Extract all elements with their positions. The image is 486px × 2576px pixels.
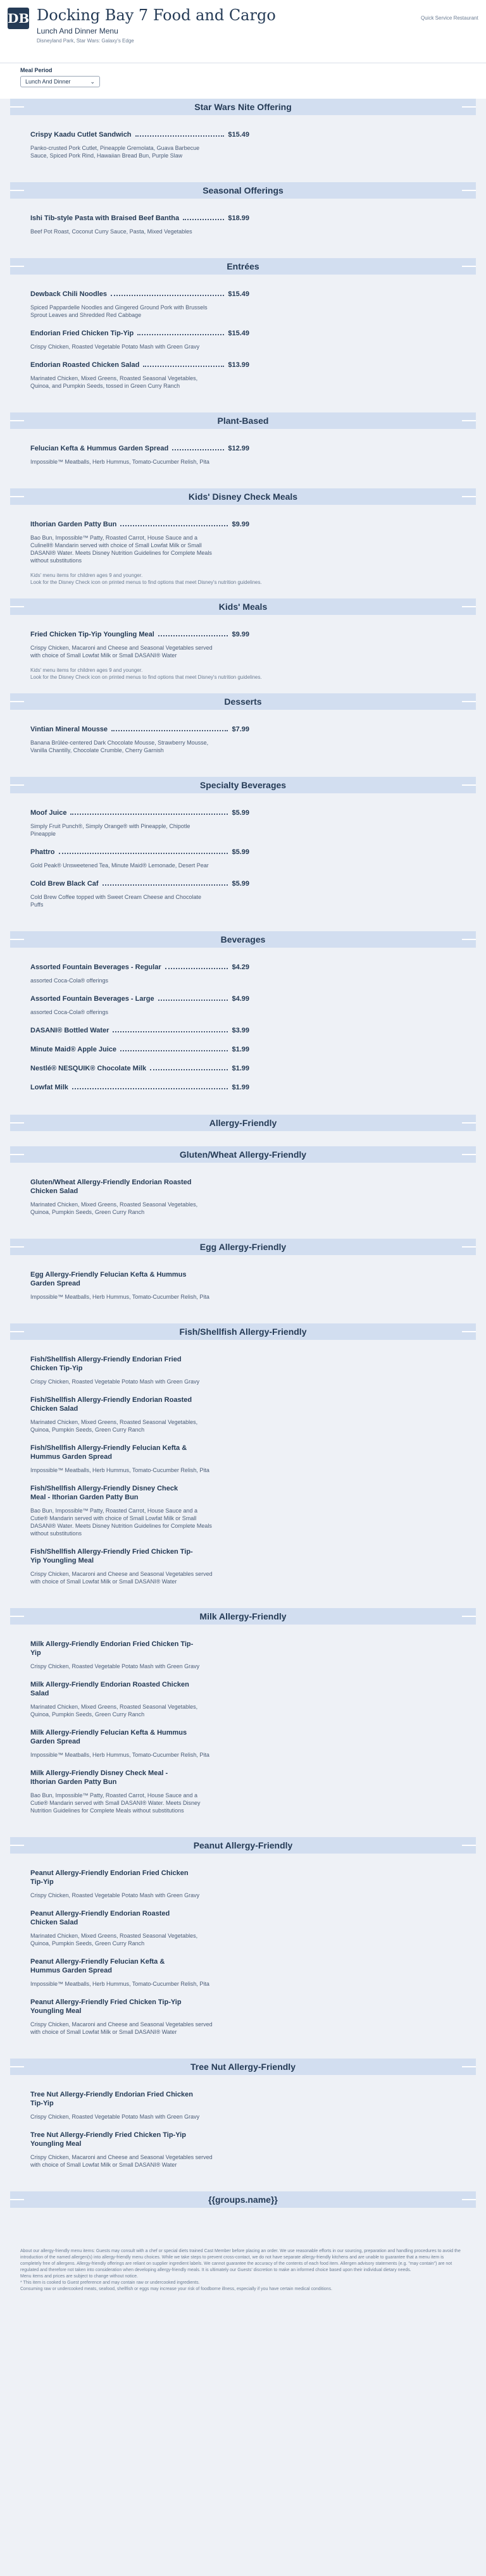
item-name: Minute Maid® Apple Juice	[30, 1046, 117, 1053]
item-description: Crispy Chicken, Macaroni and Cheese and Seasonal Vegetables served with choice of Small Lowfat Milk or Small DASANI® Water	[30, 1571, 213, 1585]
item-name: Endorian Fried Chicken Tip-Yip	[30, 330, 134, 337]
item-price: $15.49	[228, 131, 249, 139]
menu-item	[30, 1957, 258, 1988]
leader-dots	[183, 214, 224, 220]
menu-section	[0, 693, 486, 764]
menu-item	[30, 630, 258, 659]
menu-item	[30, 1728, 258, 1759]
section-title: Gluten/Wheat Allergy-Friendly	[10, 1146, 476, 1163]
menu-item	[30, 1680, 258, 1718]
item-header	[30, 1484, 249, 1502]
menu-item	[30, 1064, 258, 1073]
item-header	[30, 1045, 249, 1054]
menu-item	[30, 2131, 258, 2169]
item-name: Fish/Shellfish Allergy-Friendly Endorian Roasted Chicken Salad	[30, 1396, 192, 1413]
menu-item	[30, 1909, 258, 1947]
leader-dots	[120, 520, 228, 526]
item-header	[30, 1728, 249, 1746]
item-header	[30, 1909, 249, 1927]
item-description: Banana Brûlée-centered Dark Chocolate Mousse, Strawberry Mousse, Vanilla Chantilly, Chocolate Crumble, Cherry Garnish	[30, 740, 209, 753]
item-header	[30, 848, 249, 857]
menu-item	[30, 1869, 258, 1899]
item-description: Marinated Chicken, Mixed Greens, Roasted Seasonal Vegetables, Quinoa, Pumpkin Seeds, Green Curry Ranch	[30, 1933, 198, 1947]
item-name: Milk Allergy-Friendly Felucian Kefta & Hummus Garden Spread	[30, 1729, 187, 1745]
item-description: Impossible™ Meatballs, Herb Hummus, Tomato-Cucumber Relish, Pita	[30, 1981, 209, 1987]
menu-item	[30, 1355, 258, 1385]
leader-dots	[150, 1064, 228, 1070]
menu-item	[30, 725, 258, 754]
menu-item	[30, 520, 258, 564]
menu-section	[0, 1608, 486, 1824]
item-header	[30, 329, 249, 338]
menu-item	[30, 130, 258, 159]
section-items	[0, 1163, 486, 1226]
section-items	[0, 1255, 486, 1311]
item-name: Peanut Allergy-Friendly Fried Chicken Tip-Yip Youngling Meal	[30, 1998, 182, 2015]
menu-item	[30, 329, 258, 350]
menu-item	[30, 1083, 258, 1092]
menu-item	[30, 1484, 258, 1537]
item-description: assorted Coca-Cola® offerings	[30, 1009, 109, 1015]
item-price: $9.99	[232, 631, 249, 638]
menu-section	[0, 777, 486, 919]
section-items	[0, 615, 486, 669]
item-name: Ithorian Garden Patty Bun	[30, 521, 117, 528]
item-name: Milk Allergy-Friendly Endorian Fried Chicken Tip-Yip	[30, 1640, 194, 1657]
item-name: Gluten/Wheat Allergy-Friendly Endorian Roasted Chicken Salad	[30, 1179, 192, 1195]
item-header	[30, 1355, 249, 1373]
item-name: Phattro	[30, 848, 55, 856]
section-items	[0, 115, 486, 170]
item-name: Lowfat Milk	[30, 1084, 68, 1091]
item-header	[30, 214, 249, 223]
item-name: Milk Allergy-Friendly Disney Check Meal - Ithorian Garden Patty Bun	[30, 1769, 168, 1786]
menu-item	[30, 1270, 258, 1301]
menu-item	[30, 290, 258, 319]
item-description: Impossible™ Meatballs, Herb Hummus, Tomato-Cucumber Relish, Pita	[30, 459, 209, 465]
item-header	[30, 808, 249, 817]
item-price: $4.29	[232, 963, 249, 971]
item-description: Marinated Chicken, Mixed Greens, Roasted Seasonal Vegetables, Quinoa, Pumpkin Seeds, Green Curry Ranch	[30, 1201, 198, 1215]
item-header	[30, 1957, 249, 1975]
menu-section	[0, 99, 486, 170]
leader-dots	[111, 725, 228, 731]
menu-section	[0, 598, 486, 681]
section-items	[0, 710, 486, 764]
section-title: Peanut Allergy-Friendly	[10, 1837, 476, 1854]
item-price: $15.49	[228, 330, 249, 337]
menu-item	[30, 879, 258, 908]
section-title: Fish/Shellfish Allergy-Friendly	[10, 1323, 476, 1340]
item-name: Dewback Chili Noodles	[30, 290, 108, 298]
item-header	[30, 2090, 249, 2108]
item-name: Endorian Roasted Chicken Salad	[30, 361, 140, 369]
section-title: Plant-Based	[10, 412, 476, 429]
leader-dots	[165, 963, 228, 969]
menu-item	[30, 1178, 258, 1216]
menu-section	[0, 2059, 486, 2179]
menu-item	[30, 848, 258, 869]
item-header	[30, 1178, 249, 1196]
item-description: Crispy Chicken, Roasted Vegetable Potato Mash with Green Gravy	[30, 1378, 200, 1385]
item-description: Crispy Chicken, Macaroni and Cheese and Seasonal Vegetables served with choice of Small Lowfat Milk or Small DASANI® Water	[30, 2154, 213, 2168]
item-description: Simply Fruit Punch®, Simply Orange® with Pineapple, Chipotle Pineapple	[30, 823, 190, 837]
item-name: Moof Juice	[30, 809, 67, 817]
menu-section	[0, 182, 486, 245]
section-items	[0, 793, 486, 919]
item-description: Impossible™ Meatballs, Herb Hummus, Tomato-Cucumber Relish, Pita	[30, 1467, 209, 1473]
item-description: Crispy Chicken, Macaroni and Cheese and Seasonal Vegetables served with choice of Small Lowfat Milk or Small DASANI® Water	[30, 645, 213, 659]
menu-item	[30, 1547, 258, 1585]
section-title: Egg Allergy-Friendly	[10, 1239, 476, 1255]
item-price: $3.99	[232, 1027, 249, 1034]
leader-dots	[120, 1045, 228, 1051]
section-title: Kids' Disney Check Meals	[10, 488, 476, 505]
section-items	[0, 1625, 486, 1824]
item-price: $4.99	[232, 995, 249, 1003]
item-name: Peanut Allergy-Friendly Endorian Fried Chicken Tip-Yip	[30, 1869, 189, 1886]
section-items	[0, 429, 486, 476]
leader-dots	[113, 1026, 228, 1032]
item-description: Beef Pot Roast, Coconut Curry Sauce, Pasta, Mixed Vegetables	[30, 228, 192, 235]
item-description: Spiced Pappardelle Noodles and Gingered Ground Pork with Brussels Sprout Leaves and Shredded Red Cabbage	[30, 304, 208, 318]
item-header	[30, 520, 249, 529]
item-price: $1.99	[232, 1065, 249, 1072]
item-price: $12.99	[228, 445, 249, 452]
item-name: Tree Nut Allergy-Friendly Fried Chicken Tip-Yip Youngling Meal	[30, 2131, 186, 2148]
item-header	[30, 630, 249, 639]
item-header	[30, 1547, 249, 1565]
section-title: Desserts	[10, 693, 476, 710]
section-items	[0, 948, 486, 1102]
section-items	[0, 1854, 486, 2046]
menu-item	[30, 1769, 258, 1814]
item-name: Peanut Allergy-Friendly Endorian Roasted Chicken Salad	[30, 1910, 170, 1926]
location-text: Disneyland Park, Star Wars: Galaxy's Edge	[37, 38, 134, 44]
item-price: $5.99	[232, 880, 249, 888]
menu-section	[0, 488, 486, 586]
item-price: $7.99	[232, 726, 249, 733]
item-header	[30, 1026, 249, 1035]
item-name: Tree Nut Allergy-Friendly Endorian Fried Chicken Tip-Yip	[30, 2091, 193, 2107]
disclaimer-text: About our allergy-friendly menu items: Guests may consult with a chef or special diets trained Cast Member before placing an order. We use reasonable efforts in our sourcing, preparation and handling procedures to avoid the introduction of the named allergen(s) into allergy-friendly menu choices. While we take steps to prevent cross-contact, we do not have separate allergy-friendly kitchens and are unable to guarantee that a menu item is completely free of allergens. Allergy-friendly offerings are reliant on supplier ingredient labels. We cannot guarantee the accuracy of the contents of each food item. Allergen advisory statements (e.g. "may contain") are not regulated and therefore not taken into consideration when developing allergy-friendly meals. It is ultimately our Guests' discretion to make an informed choice based upon their individual dietary needs. Menu items and prices are subject to change without notice. * This item is cooked to Guest preference and may contain raw or undercooked ingredients. Consuming raw or undercooked meats, seafood, shellfish or eggs may increase your risk of foodborne illness, especially if you have certain medical conditions.	[20, 2249, 461, 2291]
section-title: {{groups.name}}	[10, 2191, 476, 2208]
section-items	[0, 275, 486, 400]
item-name: Ishi Tib-style Pasta with Braised Beef Bantha	[30, 214, 180, 222]
menu-item	[30, 1998, 258, 2036]
item-header	[30, 994, 249, 1003]
menu-section	[0, 931, 486, 1102]
item-description: Marinated Chicken, Mixed Greens, Roasted Seasonal Vegetables, Quinoa, Pumpkin Seeds, Green Curry Ranch	[30, 1419, 198, 1433]
section-note: Kids' menu items for children ages 9 and younger. Look for the Disney Check icon on printed menus to find options that meet Disney's nutrition guidelines.	[30, 667, 262, 680]
item-name: Egg Allergy-Friendly Felucian Kefta & Hummus Garden Spread	[30, 1271, 187, 1287]
item-description: assorted Coca-Cola® offerings	[30, 977, 109, 984]
item-header	[30, 2131, 249, 2148]
leader-dots	[172, 444, 224, 450]
item-header	[30, 1444, 249, 1461]
section-title: Specialty Beverages	[10, 777, 476, 793]
item-name: Fish/Shellfish Allergy-Friendly Endorian Fried Chicken Tip-Yip	[30, 1356, 182, 1372]
item-description: Crispy Chicken, Roasted Vegetable Potato Mash with Green Gravy	[30, 2114, 200, 2120]
item-name: Fish/Shellfish Allergy-Friendly Felucian Kefta & Hummus Garden Spread	[30, 1444, 187, 1461]
leader-dots	[103, 879, 228, 886]
item-header	[30, 963, 249, 972]
item-description: Bao Bun, Impossible™ Patty, Roasted Carrot, House Sauce and a Culinell® Mandarin served with choice of Small Lowfat Milk or Small DASANI® Water. Meets Disney Nutrition Guidelines for Complete Meals without substitutions	[30, 535, 212, 564]
leader-dots	[143, 361, 224, 367]
item-description: Cold Brew Coffee topped with Sweet Cream Cheese and Chocolate Puffs	[30, 894, 201, 908]
chevron-down-icon: ⌄	[90, 78, 95, 85]
item-description: Crispy Chicken, Macaroni and Cheese and Seasonal Vegetables served with choice of Small Lowfat Milk or Small DASANI® Water	[30, 2021, 213, 2035]
item-description: Panko-crusted Pork Cutlet, Pineapple Gremolata, Guava Barbecue Sauce, Spiced Pork Rind, Hawaiian Bread Bun, Purple Slaw	[30, 145, 200, 159]
menu-sections	[0, 99, 486, 2248]
section-items	[0, 1340, 486, 1595]
item-name: Nestlé® NESQUIK® Chocolate Milk	[30, 1065, 147, 1072]
menu-section	[0, 412, 486, 476]
section-title: Allergy-Friendly	[10, 1115, 476, 1131]
item-name: Assorted Fountain Beverages - Regular	[30, 963, 161, 971]
menu-section	[0, 1239, 486, 1311]
section-items	[0, 199, 486, 245]
item-price: $18.99	[228, 214, 249, 222]
meal-period-select[interactable]	[20, 76, 100, 87]
menu-item	[30, 214, 258, 235]
meal-period-label: Meal Period	[20, 67, 53, 73]
item-price: $15.49	[228, 290, 249, 298]
menu-item	[30, 1640, 258, 1670]
item-description: Gold Peak® Unsweetened Tea, Minute Maid® Lemonade, Desert Pear	[30, 862, 209, 869]
menu-section	[0, 1837, 486, 2046]
item-description: Marinated Chicken, Mixed Greens, Roasted Seasonal Vegetables, Quinoa, Pumpkin Seeds, Green Curry Ranch	[30, 1704, 198, 1718]
leader-dots	[135, 130, 225, 137]
menu-section	[0, 2191, 486, 2208]
menu-item	[30, 361, 258, 390]
meal-period-bar	[0, 63, 486, 99]
item-description: Bao Bun, Impossible™ Patty, Roasted Carrot, House Sauce and a Cutie® Mandarin served with choice of Small Lowfat Milk or Small DASANI® Water. Meets Disney Nutrition Guidelines for Complete Meals without substitutions	[30, 1508, 212, 1537]
item-price: $5.99	[232, 848, 249, 856]
section-title: Tree Nut Allergy-Friendly	[10, 2059, 476, 2075]
section-title: Entrées	[10, 258, 476, 275]
item-name: DASANI® Bottled Water	[30, 1027, 109, 1034]
item-name: Fried Chicken Tip-Yip Youngling Meal	[30, 631, 154, 638]
section-items	[0, 2075, 486, 2179]
item-description: Impossible™ Meatballs, Herb Hummus, Tomato-Cucumber Relish, Pita	[30, 1752, 209, 1758]
menu-item	[30, 808, 258, 838]
item-description: Bao Bun, Impossible™ Patty, Roasted Carrot, House Sauce and a Cutie® Mandarin served with Small DASANI® Water. Meets Disney Nutrition Guidelines for Complete Meals without substitutions	[30, 1792, 201, 1814]
item-header	[30, 1640, 249, 1657]
menu-section	[0, 1115, 486, 1131]
leader-dots	[70, 808, 228, 815]
section-items	[0, 505, 486, 574]
section-title: Seasonal Offerings	[10, 182, 476, 199]
item-description: Crispy Chicken, Roasted Vegetable Potato Mash with Green Gravy	[30, 344, 200, 350]
item-header	[30, 361, 249, 369]
meal-period-value: Lunch And Dinner	[25, 78, 71, 85]
restaurant-logo-icon: DB	[8, 8, 29, 29]
item-header	[30, 290, 249, 299]
menu-item	[30, 1026, 258, 1035]
leader-dots	[111, 290, 224, 296]
item-name: Milk Allergy-Friendly Endorian Roasted Chicken Salad	[30, 1681, 189, 1697]
menu-item	[30, 1444, 258, 1474]
item-header	[30, 1869, 249, 1886]
item-name: Vintian Mineral Mousse	[30, 726, 108, 733]
section-title: Milk Allergy-Friendly	[10, 1608, 476, 1625]
menu-item	[30, 2090, 258, 2121]
leader-dots	[158, 630, 228, 636]
item-description: Crispy Chicken, Roasted Vegetable Potato Mash with Green Gravy	[30, 1892, 200, 1898]
allergy-disclaimer	[0, 2248, 486, 2305]
menu-section	[0, 1146, 486, 1226]
page-title: Docking Bay 7 Food and Cargo	[37, 6, 276, 24]
item-description: Impossible™ Meatballs, Herb Hummus, Tomato-Cucumber Relish, Pita	[30, 1294, 209, 1300]
item-name: Felucian Kefta & Hummus Garden Spread	[30, 445, 169, 452]
leader-dots	[158, 994, 228, 1001]
leader-dots	[137, 329, 224, 335]
leader-dots	[72, 1083, 228, 1089]
item-price: $1.99	[232, 1084, 249, 1091]
menu-section	[0, 258, 486, 400]
menu-item	[30, 1396, 258, 1434]
menu-item	[30, 994, 258, 1016]
section-title: Beverages	[10, 931, 476, 948]
item-name: Crispy Kaadu Cutlet Sandwich	[30, 131, 132, 139]
item-name: Peanut Allergy-Friendly Felucian Kefta & Hummus Garden Spread	[30, 1958, 165, 1974]
header	[0, 0, 486, 63]
menu-item	[30, 1045, 258, 1054]
item-header	[30, 1680, 249, 1698]
section-title: Star Wars Nite Offering	[10, 99, 476, 115]
menu-item	[30, 444, 258, 466]
item-price: $9.99	[232, 521, 249, 528]
item-description: Crispy Chicken, Roasted Vegetable Potato Mash with Green Gravy	[30, 1663, 200, 1669]
item-header	[30, 1083, 249, 1092]
item-name: Fish/Shellfish Allergy-Friendly Disney Check Meal - Ithorian Garden Patty Bun	[30, 1485, 178, 1501]
item-price: $5.99	[232, 809, 249, 817]
item-price: $1.99	[232, 1046, 249, 1053]
item-header	[30, 1270, 249, 1288]
item-name: Fish/Shellfish Allergy-Friendly Fried Chicken Tip-Yip Youngling Meal	[30, 1548, 193, 1564]
leader-dots	[59, 848, 228, 854]
section-note: Kids' menu items for children ages 9 and younger. Look for the Disney Check icon on printed menus to find options that meet Disney's nutrition guidelines.	[30, 573, 262, 585]
item-header	[30, 130, 249, 139]
service-type: Quick Service Restaurant	[421, 15, 478, 21]
item-header	[30, 1998, 249, 2016]
menu-item	[30, 963, 258, 984]
item-header	[30, 725, 249, 734]
item-name: Cold Brew Black Caf	[30, 880, 99, 888]
section-title: Kids' Meals	[10, 598, 476, 615]
item-header	[30, 879, 249, 888]
item-header	[30, 1769, 249, 1786]
item-description: Marinated Chicken, Mixed Greens, Roasted Seasonal Vegetables, Quinoa, and Pumpkin Seeds, tossed in Green Curry Ranch	[30, 375, 198, 389]
item-header	[30, 444, 249, 453]
menu-subtitle: Lunch And Dinner Menu	[37, 27, 118, 35]
item-price: $13.99	[228, 361, 249, 369]
item-name: Assorted Fountain Beverages - Large	[30, 995, 154, 1003]
item-header	[30, 1064, 249, 1073]
item-header	[30, 1396, 249, 1413]
menu-section	[0, 1323, 486, 1595]
